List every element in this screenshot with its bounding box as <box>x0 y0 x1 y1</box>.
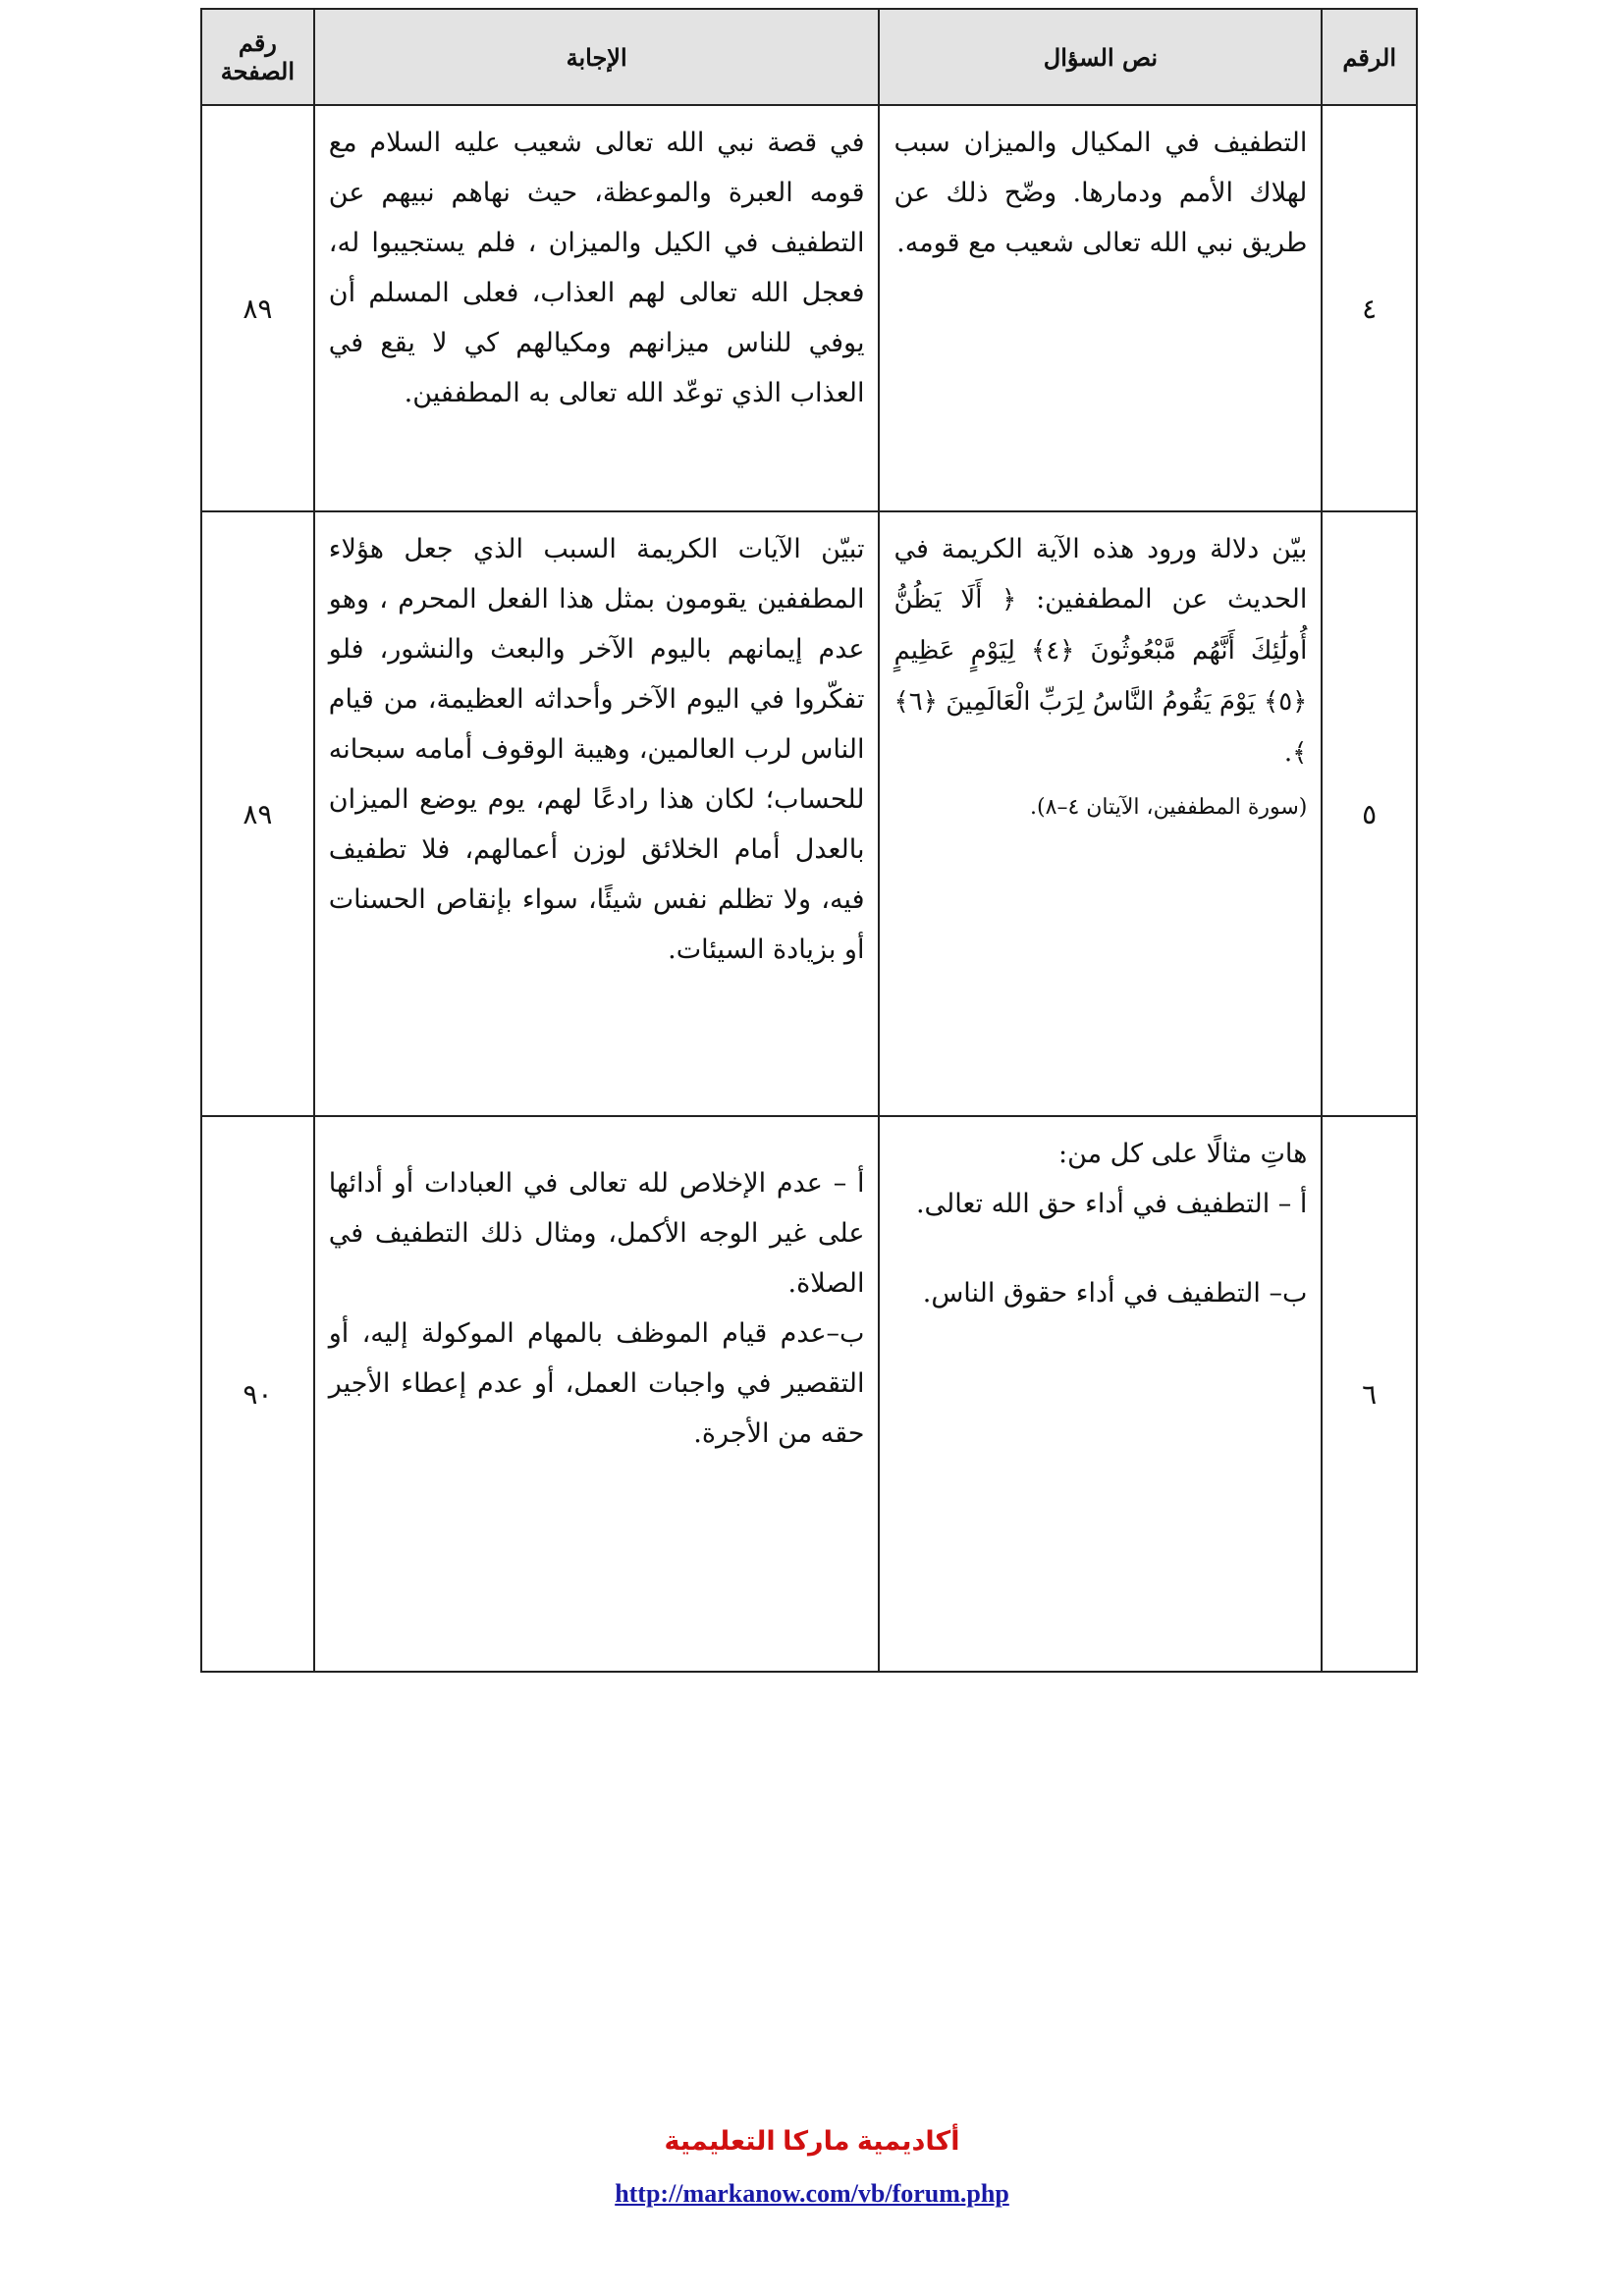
table-row <box>201 105 1417 511</box>
header-answer: الإجابة <box>314 9 880 105</box>
answer-item-a: أ – عدم الإخلاص لله تعالى في العبادات أو أدائها على غير الوجه الأكمل، ومثال ذلك التطفيف في الصلاة. <box>328 1168 865 1299</box>
row-number: ٥ <box>1322 511 1417 1116</box>
question-cell <box>879 1116 1322 1672</box>
header-number: الرقم <box>1322 9 1417 105</box>
page-number: ٨٩ <box>201 105 314 511</box>
question-item-a: أ – التطفيف في أداء حق الله تعالى. <box>915 1189 1308 1219</box>
table-row <box>201 1116 1417 1672</box>
verse-citation: (سورة المطففين، الآيتان ٤–٨). <box>1030 795 1308 820</box>
row-number: ٦ <box>1322 1116 1417 1672</box>
answer-text: في قصة نبي الله تعالى شعيب عليه السلام مع قومه العبرة والموعظة، حيث نهاهم نبيهم عن التطفيف في الكيل والميزان ، فلم يستجيبوا له، فعجل الله تعالى لهم العذاب، فعلى المسلم أن يوفي للناس ميزانهم ومكيالهم كي لا يقع في العذاب الذي توعّد الله تعالى به المطففين. <box>314 105 880 511</box>
table-row <box>201 511 1417 1116</box>
question-item-b: ب– التطفيف في أداء حقوق الناس. <box>922 1278 1308 1308</box>
page-number: ٩٠ <box>201 1116 314 1672</box>
answer-item-b: ب–عدم قيام الموظف بالمهام الموكولة إليه، أو التقصير في واجبات العمل، أو عدم إعطاء الأجير حقه من الأجرة. <box>328 1318 865 1449</box>
header-question: نص السؤال <box>879 9 1322 105</box>
quran-verse: ﴿ أَلَا يَظُنُّ أُولَٰئِكَ أَنَّهُم مَّبْعُوثُونَ ﴿٤﴾ لِيَوْمٍ عَظِيمٍ ﴿٥﴾ يَوْمَ يَقُومُ النَّاسُ لِرَبِّ الْعَالَمِينَ ﴿٦﴾ ﴾. <box>893 585 1308 768</box>
answer-cell <box>314 1116 880 1672</box>
header-page: رقم الصفحة <box>201 9 314 105</box>
page-number: ٨٩ <box>201 511 314 1116</box>
footer-forum-link[interactable]: http://markanow.com/vb/forum.php <box>615 2179 1009 2208</box>
question-cell <box>879 511 1322 1116</box>
footer-organization: أكاديمية ماركا التعليمية <box>664 2126 960 2156</box>
question-text: التطفيف في المكيال والميزان سبب لهلاك الأمم ودمارها. وضّح ذلك عن طريق نبي الله تعالى شعيب مع قومه. <box>879 105 1322 511</box>
lesson-answers-table <box>200 8 1418 1673</box>
table-header-row <box>201 9 1417 105</box>
row-number: ٤ <box>1322 105 1417 511</box>
question-text: بيّن دلالة ورود هذه الآية الكريمة في الحديث عن المطففين: <box>893 534 1308 614</box>
question-text: هاتِ مثالًا على كل من: <box>1057 1139 1308 1169</box>
answer-text: تبيّن الآيات الكريمة السبب الذي جعل هؤلاء المطففين يقومون بمثل هذا الفعل المحرم ، وهو عدم إيمانهم باليوم الآخر والبعث والنشور، فلو تفكّروا في اليوم الآخر وأحداثه العظيمة، من قيام الناس لرب العالمين، وهيبة الوقوف أمامه سبحانه للحساب؛ لكان هذا رادعًا لهم، يوم يوضع الميزان بالعدل أمام الخلائق لوزن أعمالهم، فلا تطفيف فيه، ولا تظلم نفس شيئًا، سواء بإنقاص الحسنات أو بزيادة السيئات. <box>314 511 880 1116</box>
